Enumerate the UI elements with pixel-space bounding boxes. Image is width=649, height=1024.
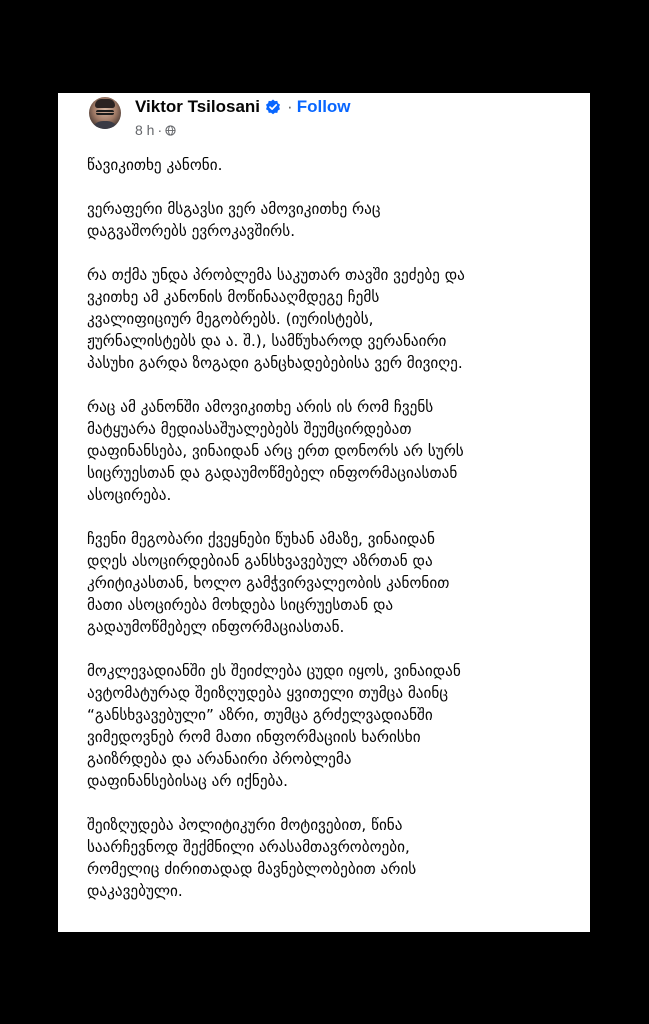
name-separator: · bbox=[287, 97, 293, 116]
post-text bbox=[87, 154, 567, 902]
avatar-hair bbox=[95, 99, 115, 108]
post-paragraph: რაც ამ კანონში ამოვიკითხე არის ის რომ ჩვენს მატყუარა მედიასაშუალებებს შეუმცირდებათ დაფინანსება, ვინაიდან არც ერთ დონორს არ სურს სიცრუესთან და გადაუმოწმებელ ინფორმაციასთან ასოცირება. bbox=[87, 398, 464, 504]
post-paragraph: მოკლევადიანში ეს შეიძლება ცუდი იყოს, ვინაიდან ავტომატურად შეიზღუდება ყვითელი თუმცა მაინც “განსხვავებული” აზრი, თუმცა გრძელვადიანში ვიმედოვნებ რომ მათი ინფორმაციის ხარისხი გაიზრდება და არანაირი პრობლემა დაფინანსებისაც არ იქნება. bbox=[87, 662, 461, 790]
avatar-glasses bbox=[96, 110, 114, 115]
post-meta bbox=[135, 122, 176, 138]
globe-icon[interactable] bbox=[165, 125, 176, 136]
post-paragraph: ვერაფერი მსგავსი ვერ ამოვიკითხე რაც დაგვაშორებს ევროკავშირს. bbox=[87, 200, 381, 240]
post-paragraph: წავიკითხე კანონი. bbox=[87, 156, 223, 174]
meta-separator: · bbox=[157, 122, 163, 138]
author-avatar[interactable] bbox=[89, 97, 121, 129]
post-paragraph: შეიზღუდება პოლიტიკური მოტივებით, წინა საარჩევნოდ შექმნილი არასამთავრობოები, რომელიც ძირითადად მავნებლობებით არის დაკავებული. bbox=[87, 816, 417, 900]
avatar-shoulders bbox=[91, 121, 119, 129]
facebook-post-card bbox=[58, 93, 590, 932]
post-timestamp[interactable]: 8 h bbox=[135, 122, 155, 138]
post-paragraph: ჩვენი მეგობარი ქვეყნები წუხან ამაზე, ვინაიდან დღეს ასოცირდებიან განსხვავებულ აზრთან და კრიტიკასთან, ხოლო გამჭვირვალეობის კანონით მათი ასოცირება მოხდება სიცრუესთან და გადაუმოწმებელ ინფორმაციასთან. bbox=[87, 530, 450, 636]
follow-button[interactable]: Follow bbox=[296, 97, 351, 116]
verified-badge-icon bbox=[265, 99, 281, 115]
author-row bbox=[135, 97, 351, 117]
author-name[interactable]: Viktor Tsilosani bbox=[135, 97, 261, 116]
post-paragraph: რა თქმა უნდა პრობლემა საკუთარ თავში ვეძებე და ვკითხე ამ კანონის მოწინააღმდეგე ჩემს კვალიფიციურ მეგობრებს. (იურისტებს, ჟურნალისტებს და ა. შ.), სამწუხაროდ ვერანაირი პასუხი გარდა ზოგადი განცხადებებისა ვერ მივიღე. bbox=[87, 266, 465, 372]
post-header bbox=[87, 93, 568, 145]
